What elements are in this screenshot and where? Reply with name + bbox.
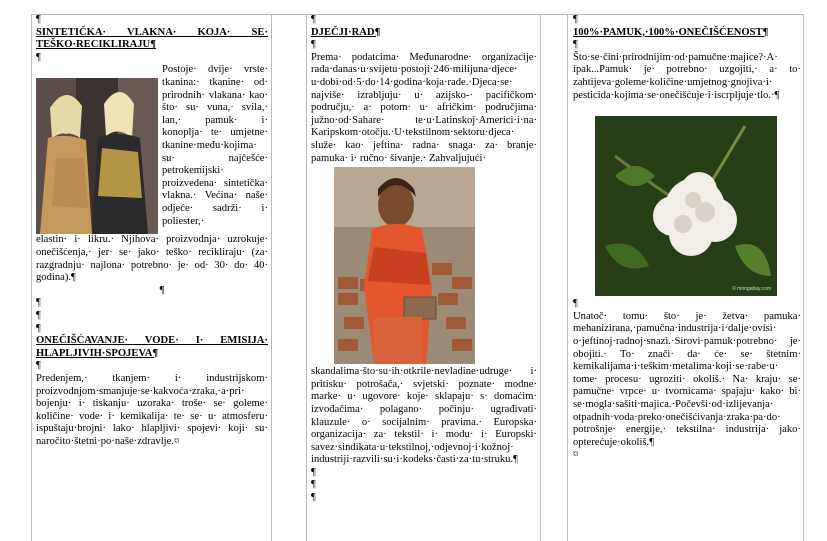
paragraph-fibre-types-wrap[interactable]: Postoje· dvije· vrste· tkanina:· tkanine· od· prirodnih· vlakana· kao· što· su· vuna,· svila,· lan,· pamuk· i· konoplja· te· umjetne· tkanine·među·kojima· su· najčešće· petrokemijski· proizvedena· sintetička· vlakna.· Većina· naše· odjeće· sadrži· i· poliester,· (162, 64, 268, 227)
pilcrow: ¶ (311, 466, 316, 478)
table-border-2 (306, 14, 307, 541)
paragraph-fibre-types-rest[interactable]: elastin· i· likru.· Njihova· proizvodnja· uzrokuje· onečišćenja,· jer· se· jako· teško· recikliraju· (za· razgradnju· najlona· potrebno· je· od· 30· do· 40· godina).¶ (36, 234, 268, 284)
table-border-right (803, 14, 804, 541)
pilcrow: ¶ (36, 322, 41, 334)
pilcrow: ¶ (311, 14, 316, 25)
pilcrow: ¶ (573, 39, 578, 51)
paragraph-water-pollution[interactable] (36, 373, 268, 449)
pilcrow: ¶ (311, 479, 316, 491)
paragraph-brand-codes[interactable]: skandalima·što·su·ih·otkrile·nevladine·udruge· i· pritisku· potrošača,· svjetski· poznate· modne· marke· u· ugovore· koje· sklapaju· s· domaćim· izvođačima· polagano· počinju· ugrađivati· klauzule· o· socijalnim· pravima.· Europska· organizacija· za· tekstil· i· modu· i· Europski· savez·sindikata·u·tekstilnoj,·odjevnoj·i·kožnoj· industriji·razvili·su·i·kodeks·časti·za·tu·struku.¶ (311, 366, 537, 466)
pilcrow: ¶ (36, 14, 41, 25)
child-carrying-bricks-photo[interactable] (334, 167, 475, 364)
heading-synthetic-fibres-line1[interactable]: SINTETIČKA· VLAKNA· KOJA· SE· (36, 26, 268, 38)
cotton-boll-photo[interactable] (595, 116, 777, 296)
heading-child-labour[interactable]: DJEČJI·RAD¶ (311, 26, 381, 38)
pilcrow: ¶ (36, 360, 41, 372)
table-border-3 (540, 14, 541, 541)
table-border-left (31, 14, 32, 541)
heading-water-pollution-line2[interactable]: HLAPLJIVIH·SPOJEVA¶ (36, 347, 159, 359)
cell-end-marker: ¤ (573, 449, 579, 461)
paragraph-child-labour[interactable]: Prema· podatcima· Međunarodne· organizacije· rada·danas·u·svijetu·postoji·246·milijuna·djece· u·dobi·od·5·do·14·godina·koja·rade.·Djeca·se· najviše· izrabljuju· u· azijsko-· pacifičkom· području,· a· potom· u· afričkim· područjima· južno·od·Sahare· te·u·Latinskoj·Americi·i·na· Karipskom·otočju.·U·tekstilnom·sektoru·djeca· služe· kao· jeftina· radna· snaga· za· branje· pamuka· i· ručno· šivanje.· Zahvaljujući· (311, 51, 537, 164)
column-synthetic-fibres (36, 14, 268, 448)
pilcrow: ¶ (573, 14, 578, 25)
heading-synthetic-fibres-line2[interactable]: TEŠKO·RECIKLIRAJU¶ (36, 39, 156, 51)
pilcrow-centered: ¶ (159, 284, 165, 296)
pilcrow: ¶ (573, 298, 578, 310)
heading-cotton-pollution[interactable]: 100%·PAMUK,·100%·ONEČIŠĆENOST¶ (573, 26, 769, 38)
image-credit: © mongabay.com (732, 286, 771, 293)
table-border-1 (271, 14, 272, 541)
cell-end-marker: ¤ (173, 435, 180, 447)
fashion-models-photo[interactable] (36, 78, 158, 234)
paragraph-cotton-industry[interactable]: Unatoč· tomu· što· je· žetva· pamuka· mehanizirana,·pamučna·industrija·i·dalje·ovisi· o·jeftinoj·radnoj·snazi.·Sirovi·pamuk·potrebno· je· obojiti.· To· znači· da· će· se· štetnim· kemikalijama·i·teškim·metalima·koji·se·rabe·u· tome· procesu· ugroziti· okoliš.· Na· kraju· se· pamučne· vrpce· u· tvornicama· spajaju· kako· bi· se·mogla·sašiti·majica.·Počevši·od·izlijevanja· otpadnih·voda·preko·onečišćivanja·zraka·pa·do· potrošnje· energije,· tekstilna· industrija· jako· opterećuje·okoliš.¶ (573, 310, 801, 448)
column-child-labour (311, 14, 537, 505)
pilcrow: ¶ (311, 39, 316, 51)
table-border-4 (567, 14, 568, 541)
pilcrow: ¶ (36, 309, 41, 321)
paragraph-cotton-intro[interactable]: Što·se·čini·prirodnijim·od·pamučne·majice?·A· ipak...Pamuk· je· potrebno· uzgojiti,· a· to· zahtijeva·goleme·količine·umjetnog·gnojiva·i· pesticida·kojima·se·onečišćuje·i·iscrpljuje·tlo.·¶ (573, 51, 801, 101)
heading-water-pollution-line1[interactable]: ONEČIŠĆAVANJE· VODE· I· EMISIJA· (36, 335, 268, 347)
paragraph-water-pollution-text: Predenjem,· tkanjem· i· industrijskom· proizvodnjom·smanjuje·se·kakvoća·zraka,·a·pri· bojenju· i· tiskanju· uzoraka· troše· se· goleme· količine· vode· i· kemikalija· te· se· u· atmosferu· ispuštaju·brojni· lako· hlapljivi· spojevi· koji· su· naročito·štetni·po·naše·zdravlje. (36, 372, 268, 447)
pilcrow: ¶ (36, 51, 41, 63)
pilcrow: ¶ (311, 492, 316, 504)
column-cotton-pollution (573, 14, 801, 462)
pilcrow: ¶ (36, 297, 41, 309)
